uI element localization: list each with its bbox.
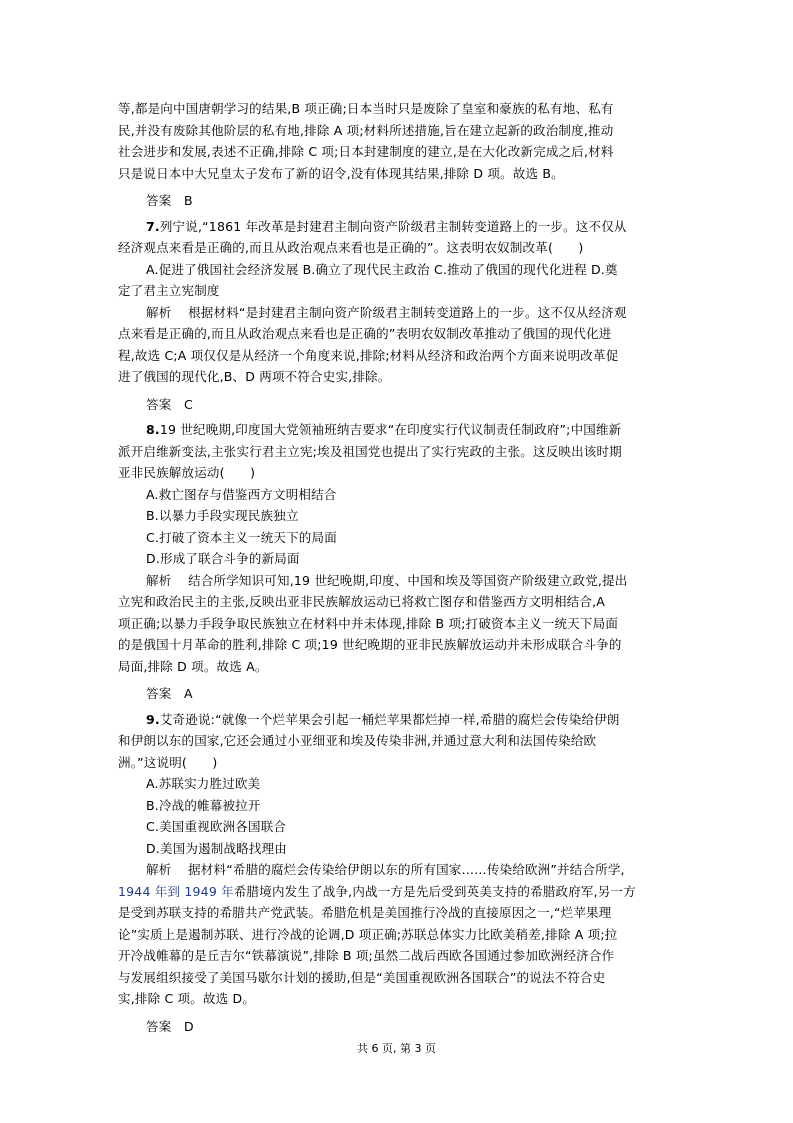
answer-value: D — [183, 1018, 194, 1034]
analysis-line: 开冷战帷幕的是丘吉尔“铁幕演说”,排除 B 项;虽然二战后西欧各国通过参加欧洲经济合作 — [118, 948, 615, 963]
answer-value: A — [183, 686, 193, 701]
stem-line: 和伊朗以东的国家,它还会通过小亚细亚和埃及传染非洲,并通过意大利和法国传染给欧 — [118, 733, 597, 748]
previous-question-analysis — [118, 98, 683, 184]
option-b: B.以暴力手段实现民族独立 — [146, 508, 299, 523]
question-7 — [118, 216, 683, 416]
analysis-line — [118, 881, 683, 903]
question-number: 7. — [146, 218, 160, 234]
analysis-paragraph — [118, 302, 683, 324]
option-b: B.冷战的帷幕被拉开 — [146, 797, 261, 813]
analysis-label: 解析 — [146, 862, 172, 877]
option-a: A.苏联实力胜过欧美 — [146, 776, 261, 791]
analysis-line: 局面,排除 D 项。故选 A。 — [118, 658, 268, 674]
option-a: A.救亡图存与借鉴西方文明相结合 — [146, 486, 337, 502]
question-number: 9. — [146, 711, 160, 727]
analysis-text: 据材料“希腊的腐烂会传染给伊朗以东的所有国家……传染给欧洲”并结合所学, — [188, 862, 625, 877]
analysis-paragraph — [118, 859, 683, 881]
stem-text: 列宁说,“1861 年改革是封建君主制向资产阶级君主制转变道路上的一步。这不仅从 — [159, 218, 627, 234]
question-9 — [118, 709, 683, 1038]
analysis-text: 结合所学知识可知,19 世纪晚期,印度、中国和埃及等国资产阶级建立政党,提出 — [188, 572, 628, 588]
answer-row — [118, 683, 683, 705]
analysis-line: 实,排除 C 项。故选 D。 — [118, 991, 256, 1006]
analysis-text: 根据材料“是封建君主制向资产阶级君主制转变道路上的一步。这不仅从经济观 — [188, 304, 627, 320]
analysis-line: 是受到苏联支持的希腊共产党武装。希腊危机是美国推行冷战的直接原因之一,“烂苹果理 — [118, 905, 612, 920]
option-d: D.形成了联合斗争的新局面 — [146, 551, 300, 566]
option-c: C.打破了资本主义一统天下的局面 — [146, 529, 337, 545]
analysis-line: 点来看是正确的,而且从政治观点来看也是正确的”表明农奴制改革推动了俄国的现代化进 — [118, 326, 612, 341]
options-line: A.促进了俄国社会经济发展 B.确立了现代民主政治 C.推动了俄国的现代化进程 D.奠 — [146, 261, 618, 277]
stem-line: 洲。”这说明( ) — [118, 754, 218, 770]
answer-row — [118, 190, 683, 212]
question-stem — [118, 216, 683, 238]
option-d: D.美国为遏制战略找理由 — [146, 840, 287, 856]
answer-label: 答案 — [146, 396, 172, 412]
options-line: 定了君主立宪制度 — [118, 283, 220, 298]
answer-row — [118, 1016, 683, 1038]
analysis-line: 等,都是向中国唐朝学习的结果,B 项正确;日本当时只是废除了皇室和豪族的私有地、私有 — [118, 101, 614, 116]
stem-line: 经济观点来看是正确的,而且从政治观点来看也是正确的”。这表明农奴制改革( ) — [118, 240, 584, 255]
stem-text: 19 世纪晚期,印度国大党领袖班纳吉要求“在印度实行代议制责任制政府”;中国维新 — [159, 422, 622, 437]
analysis-line: 只是说日本中大兄皇太子发布了新的诏令,没有体现其结果,排除 D 项。故选 B。 — [118, 165, 564, 181]
analysis-paragraph — [118, 570, 683, 592]
stem-text: 艾奇逊说:“就像一个烂苹果会引起一桶烂苹果都烂掉一样,希腊的腐烂会传染给伊朗 — [159, 711, 620, 727]
stem-line: 亚非民族解放运动( ) — [118, 465, 256, 480]
answer-label: 答案 — [146, 1018, 172, 1034]
year-range: 1944 年到 1949 年 — [118, 883, 234, 899]
question-stem — [118, 419, 683, 441]
question-number: 8. — [146, 422, 160, 437]
answer-value: B — [183, 193, 193, 208]
analysis-line: 社会进步和发展,表述不正确,排除 C 项;日本封建制度的建立,是在大化改新完成之后,材料 — [118, 144, 614, 159]
answer-value: C — [183, 396, 193, 412]
page-footer — [0, 1040, 793, 1056]
analysis-line: 论”实质上是遏制苏联、进行冷战的论调,D 项正确;苏联总体实力比欧美稍差,排除 A 项;拉 — [118, 926, 618, 942]
analysis-text: 希腊境内发生了战争,内战一方是先后受到英美支持的希腊政府军,另一方 — [233, 883, 636, 899]
stem-line: 派开启维新变法,主张实行君主立宪;埃及祖国党也提出了实行宪政的主张。这反映出该时期 — [118, 443, 622, 459]
analysis-line: 立宪和政治民主的主张,反映出亚非民族解放运动已将救亡图存和借鉴西方文明相结合,A — [118, 594, 605, 609]
option-c: C.美国重视欧洲各国联合 — [146, 819, 287, 834]
page-number: 共 6 页, 第 3 页 — [357, 1042, 436, 1055]
analysis-line: 项正确;以暴力手段争取民族独立在材料中并未体现,排除 B 项;打破资本主义一统天下局面 — [118, 615, 619, 631]
question-8 — [118, 419, 683, 705]
analysis-label: 解析 — [146, 572, 172, 588]
analysis-line: 民,并没有废除其他阶层的私有地,排除 A 项;材料所述措施,旨在建立起新的政治制度,推动 — [118, 122, 614, 138]
analysis-label: 解析 — [146, 304, 172, 320]
analysis-line: 进了俄国的现代化,B、D 两项不符合史实,排除。 — [118, 369, 391, 384]
analysis-line: 程,故选 C;A 项仅仅是从经济一个角度来说,排除;材料从经济和政治两个方面来说明改革促 — [118, 347, 619, 363]
analysis-line: 与发展组织接受了美国马歇尔计划的援助,但是“美国重视欧洲各国联合”的说法不符合史 — [118, 969, 606, 985]
analysis-line: 的是俄国十月革命的胜利,排除 C 项;19 世纪晚期的亚非民族解放运动并未形成联合斗争的 — [118, 637, 622, 652]
answer-row — [118, 394, 683, 416]
question-stem — [118, 709, 683, 731]
answer-label: 答案 — [146, 686, 172, 701]
page-content — [118, 98, 683, 1041]
answer-label: 答案 — [146, 193, 172, 208]
